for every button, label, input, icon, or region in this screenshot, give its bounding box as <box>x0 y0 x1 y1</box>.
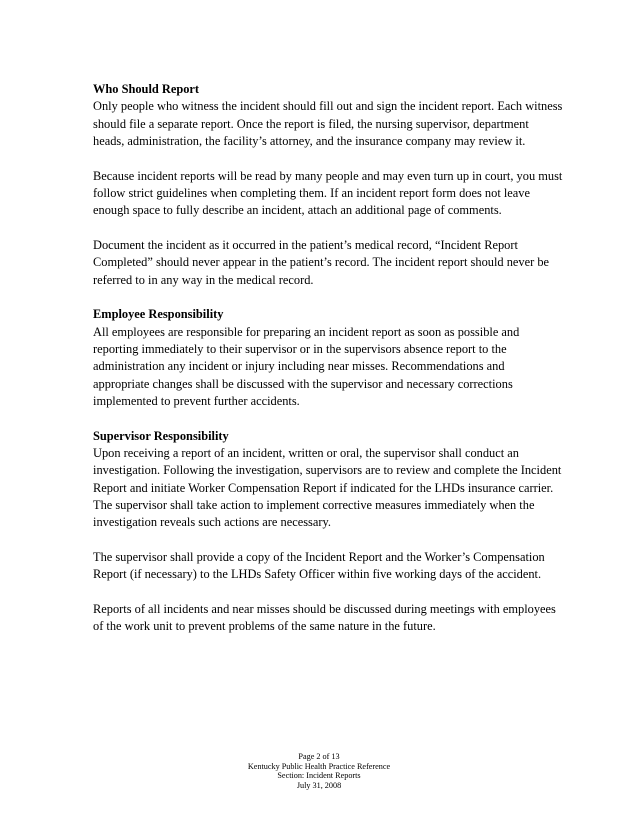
paragraph: Because incident reports will be read by many people and may even turn up in court, you must follow strict guidelines when completing them. If an incident report form does not leave enough space to fully describe an incident, attach an additional page of comments. <box>93 168 563 218</box>
section-heading: Who Should Report <box>93 82 200 96</box>
section-employee-responsibility <box>93 306 563 410</box>
paragraph: Only people who witness the incident should fill out and sign the incident report. Each witness should file a separate report. Once the report is filed, the nursing supervisor, department heads, administration, the facility’s attorney, and the insurance company may review it. <box>93 99 563 148</box>
section-supervisor-responsibility <box>93 428 563 636</box>
page-footer <box>0 752 638 790</box>
paragraph: All employees are responsible for preparing an incident report as soon as possible and reporting immediately to their supervisor or in the supervisors absence report to the administration any incident or injury including near misses. Recommendations and appropriate changes shall be discussed with the supervisor and necessary corrections implemented to prevent further accidents. <box>93 324 520 408</box>
footer-document-title: Kentucky Public Health Practice Reference <box>247 761 391 771</box>
paragraph: The supervisor shall provide a copy of the Incident Report and the Worker’s Compensation Report (if necessary) to the LHDs Safety Officer within five working days of the accident. <box>93 550 545 582</box>
document-body <box>93 81 563 653</box>
paragraph: Upon receiving a report of an incident, written or oral, the supervisor shall conduct an investigation. Following the investigation, supervisors are to review and complete the Incident Report and initiate Worker Compensation Report if indicated for the LHDs insurance carrier. The supervisor shall take action to implement corrective measures immediately when the investigation reveals such actions are necessary. <box>93 446 562 530</box>
footer-date: July 31, 2008 <box>296 780 342 790</box>
footer-page-number: Page 2 of 13 <box>298 752 340 761</box>
footer-section: Section: Incident Reports <box>277 771 361 781</box>
paragraph: Document the incident as it occurred in the patient’s medical record, “Incident Report Completed” should never appear in the patient’s record. The incident report should never be referred to in any way in the medical record. <box>93 238 550 287</box>
paragraph: Reports of all incidents and near misses should be discussed during meetings with employees of the work unit to prevent problems of the same nature in the future. <box>93 602 556 634</box>
section-heading: Employee Responsibility <box>93 307 224 322</box>
section-who-should-report <box>93 81 563 289</box>
section-heading: Supervisor Responsibility <box>93 428 229 443</box>
